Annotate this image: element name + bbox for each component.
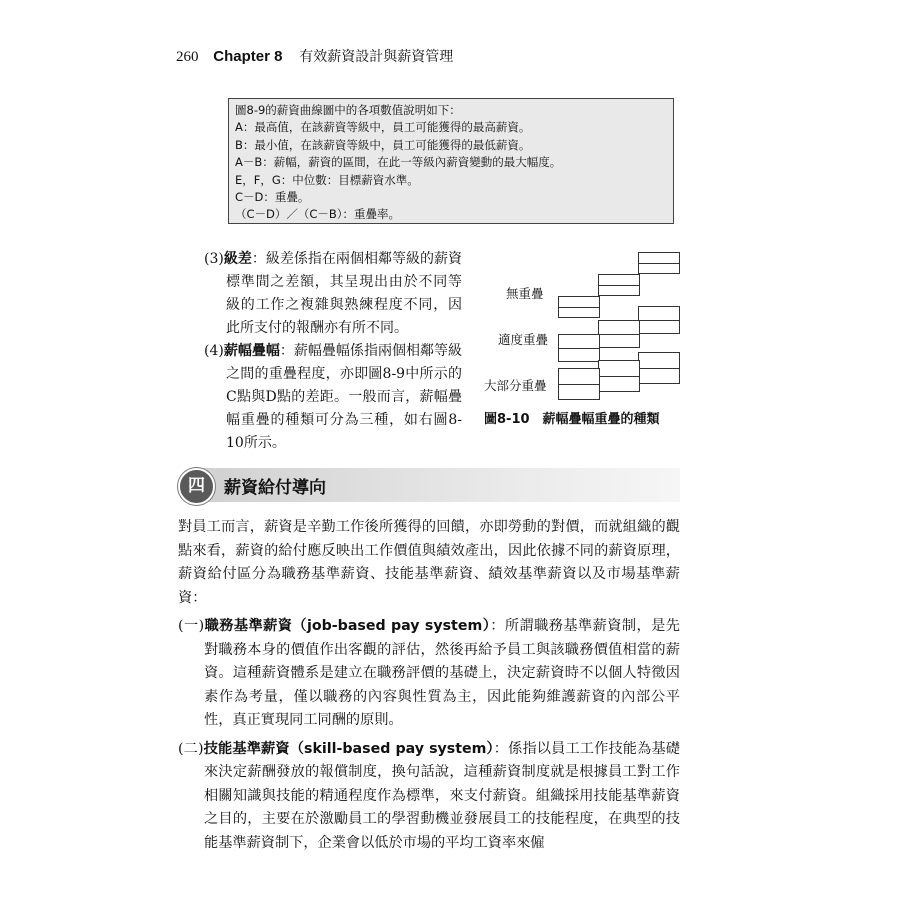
band-midline xyxy=(558,348,600,349)
band-midline xyxy=(558,307,600,308)
band-midline xyxy=(598,334,640,335)
left-item-marker: (4) xyxy=(204,343,224,359)
page-number: 260 xyxy=(176,49,199,65)
list-item xyxy=(178,738,680,856)
note-line: A：最高值，在該薪資等級中，員工可能獲得的最高薪資。 xyxy=(235,120,531,135)
list-item-marker: (一) xyxy=(178,618,205,634)
note-line: B：最小值，在該薪資等級中，員工可能獲得的最低薪資。 xyxy=(235,137,531,152)
figure-label-no-overlap: 無重疊 xyxy=(506,286,544,301)
note-line: C－D：重疊。 xyxy=(235,190,310,205)
intro-paragraph: 對員工而言，薪資是辛勤工作後所獲得的回饋，亦即勞動的對價，而就組織的觀點來看，薪資的給付應反映出工作價值與績效產出，因此依據不同的薪資原理，薪資給付區分為職務基準薪資、技能基準薪資、績效基準薪資以及市場基準薪資： xyxy=(178,519,680,606)
left-item xyxy=(204,248,462,340)
list-item-term: 技能基準薪資（skill-based pay system） xyxy=(203,740,494,757)
band-midline xyxy=(598,285,640,286)
note-line: 圖8-9的薪資曲線圖中的各項數值說明如下： xyxy=(235,103,461,117)
band-midline xyxy=(638,320,680,321)
left-item-text: ：薪幅疊幅係指兩個相鄰等級之間的重疊程度，亦即圖8-9中所示的C點與D點的差距。一般而言，薪幅疊幅重疊的種類可分為三種，如右圖8-10所示。 xyxy=(226,343,463,451)
section-title: 薪資給付導向 xyxy=(224,478,326,498)
left-column xyxy=(204,248,462,455)
note-line: A－B：薪幅，薪資的區間，在此一等級內薪資變動的最大幅度。 xyxy=(235,155,562,170)
figure-caption: 圖8-10 薪幅疊幅重疊的種類 xyxy=(484,412,660,427)
list-item-text: ：所謂職務基準薪資制，是先對職務本身的價值作出客觀的評估，然後再給予員工與該職務價值相當的薪資。這種薪資體系是建立在職務評價的基礎上，決定薪資時不以個人特徵因素作為考量，僅以職務的內容與性質為主，因此能夠維護薪資的內部公平性，真正實現同工同酬的原則。 xyxy=(204,618,680,728)
list-item-marker: (二) xyxy=(178,740,204,757)
left-item-text: ：級差係指在兩個相鄰等級的薪資標準間之差額，其呈現出由於不同等級的工作之複雜與熟練程度不同，因此所支付的報酬亦有所不同。 xyxy=(226,251,463,336)
note-box xyxy=(228,98,674,224)
body-text xyxy=(178,516,680,855)
section-number-badge: 四 xyxy=(178,468,215,505)
band-midline xyxy=(558,384,600,385)
band-midline xyxy=(598,376,640,377)
section-heading xyxy=(172,468,680,502)
list-item-text: ：係指以員工工作技能為基礎來決定薪酬發放的報償制度，換句話說，這種薪資制度就是根據員工對工作相關知識與技能的精通程度作為標準，來支付薪資。組織採用技能基準薪資之目的，主要在於激勵員工的學習動機並發展員工的技能程度，在典型的技能基準薪資制下，企業會以低於市場的平均工資率來僱 xyxy=(204,740,680,851)
left-item xyxy=(204,340,462,455)
figure-label-major-overlap: 大部分重疊 xyxy=(484,378,547,393)
note-line: E，F，G：中位數：目標薪資水準。 xyxy=(235,172,419,187)
chapter-title: 有效薪資設計與薪資管理 xyxy=(299,49,454,65)
list-item-term: 職務基準薪資（job-based pay system） xyxy=(204,618,491,634)
page-header xyxy=(176,46,453,66)
note-line: （C－D）／（C－B）：重疊率。 xyxy=(235,207,401,222)
chapter-label: Chapter 8 xyxy=(213,48,283,65)
left-item-term: 薪幅疊幅 xyxy=(223,343,280,359)
overlap-figure xyxy=(480,244,690,444)
left-item-term: 級差 xyxy=(223,251,252,267)
list-item xyxy=(178,615,680,733)
left-item-marker: (3) xyxy=(204,251,224,267)
band-midline xyxy=(638,368,680,369)
band-midline xyxy=(638,263,680,264)
figure-label-moderate-overlap: 適度重疊 xyxy=(498,332,549,347)
